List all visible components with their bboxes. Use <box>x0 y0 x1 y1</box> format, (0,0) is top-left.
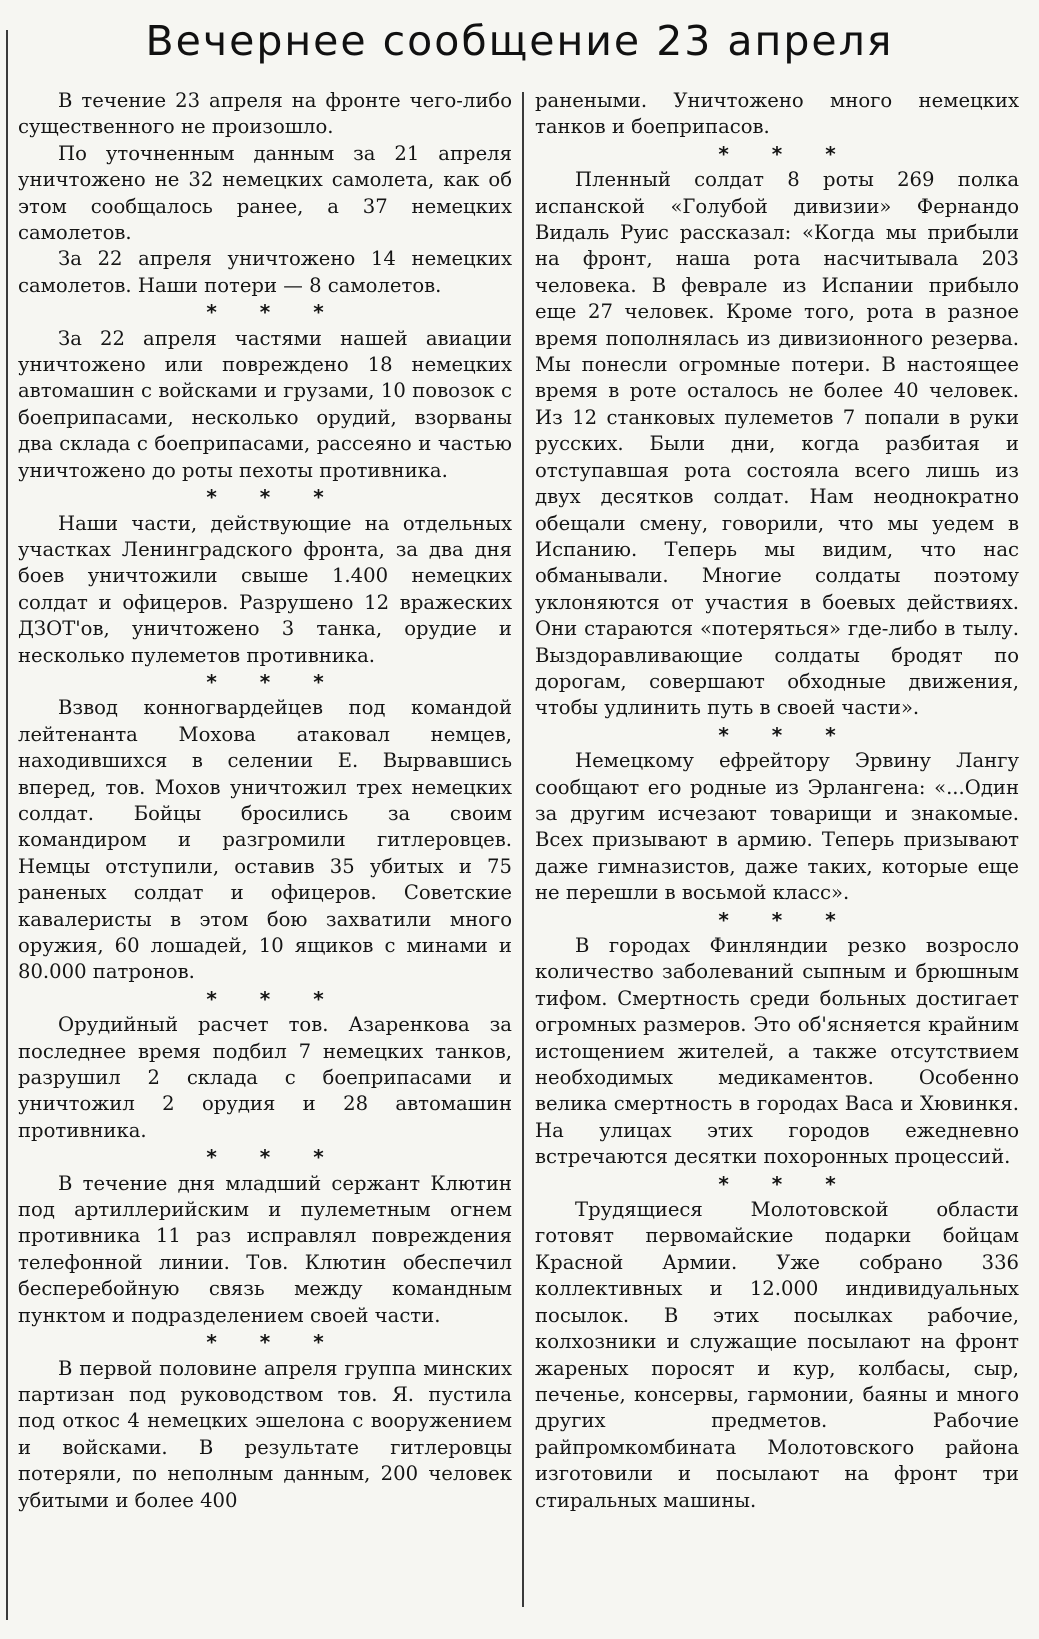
left-column <box>18 88 512 1514</box>
paragraph: Взвод конногвардейцев под командой лейтенанта Мохова атаковал немцев, находившихся в селении Е. Вырвавшись вперед, тов. Мохов уничтожил трех немецких солдат. Бойцы бросились за своим командиром и разгромили гитлеровцев. Немцы отступили, оставив 35 убитых и 75 раненых солдат и офицеров. Советские кавалеристы в этом бою захватили много оружия, 60 лошадей, 10 ящиков с минами и 80.000 патронов. <box>18 696 512 984</box>
section-separator: * * * <box>718 141 854 166</box>
section-separator: * * * <box>206 1330 342 1355</box>
paragraph: В первой половине апреля группа минских партизан под руководством тов. Я. пустила под откос 4 немецких эшелона с вооружением и войсками. В результате гитлеровцы потеряли, по неполным данным, 200 человек убитыми и более 400 <box>18 1356 512 1512</box>
section-separator: * * * <box>718 722 854 747</box>
paragraph: За 22 апреля уничтожено 14 немецких самолетов. Наши потери — 8 самолетов. <box>18 247 512 297</box>
paragraph: ранеными. Уничтожено много немецких танков и боеприпасов. <box>535 89 1019 139</box>
paragraph: Пленный солдат 8 роты 269 полка испанской «Голубой дивизии» Фернандо Видаль Руис рассказал: «Когда мы прибыли на фронт, наша рота насчитывала 203 человека. В феврале из Испании прибыло еще 27 человек. Кроме того, рота в разное время пополнялась из дивизионного резерва. Мы понесли огромные потери. В настоящее время в роте осталось не более 40 человек. Из 12 станковых пулеметов 7 попали в руки русских. Были дни, когда разбитая и отступавшая рота состояла всего лишь из двух десятков солдат. Нам неоднократно обещали смену, говорили, что мы уедем в Испанию. Теперь мы видим, что нас обманывали. Многие солдаты поэтому уклоняются от участия в боевых действиях. Они стараются «потеряться» где-либо в тылу. Выздоравливающие солдаты бродят по дорогам, совершают обходные движения, чтобы удлинить путь в своей части». <box>535 168 1019 720</box>
right-column <box>535 88 1019 1514</box>
paragraph: За 22 апреля частями нашей авиации уничтожено или повреждено 18 немецких автомашин с войсками и грузами, 10 повозок с боеприпасами, несколько орудий, взорваны два склада с боеприпасами, рассеяно и частью уничтожено до роты пехоты противника. <box>18 326 512 482</box>
paragraph: Наши части, действующие на отдельных участках Ленинградского фронта, за два дня боев уничтожили свыше 1.400 немецких солдат и офицеров. Разрушено 12 вражеских ДЗОТ'ов, уничтожено 3 танка, орудие и несколько пулеметов противника. <box>18 511 512 667</box>
section-separator: * * * <box>206 300 342 325</box>
paragraph: В течение 23 апреля на фронте чего-либо существенного не произошло. <box>18 89 512 139</box>
paragraph: В городах Финляндии резко возросло количество заболеваний сыпным и брюшным тифом. Смертность среди больных достигает огромных размеров. Это об'ясняется крайним истощением жителей, а также отсутствием необходимых медикаментов. Особенно велика смертность в городах Васа и Хювинкя. На улицах этих городов ежедневно встречаются десятки похоронных процессий. <box>535 934 1019 1169</box>
margin-rule <box>6 30 8 1620</box>
section-separator: * * * <box>206 1145 342 1170</box>
section-separator: * * * <box>206 485 342 510</box>
paragraph: Трудящиеся Молотовской области готовят первомайские подарки бойцам Красной Армии. Уже собрано 336 коллективных и 12.000 индивидуальных посылок. В этих посылках рабочие, колхозники и служащие посылают на фронт жареных поросят и кур, колбасы, сыр, печенье, консервы, гармонии, баяны и много других предметов. Рабочие райпромкомбината Молотовского района изготовили и посылают на фронт три стиральных машины. <box>535 1198 1019 1512</box>
paragraph: По уточненным данным за 21 апреля уничтожено не 32 немецких самолета, как об этом сообщалось ранее, а 37 немецких самолетов. <box>18 141 512 245</box>
section-separator: * * * <box>718 907 854 932</box>
paragraph: Орудийный расчет тов. Азаренкова за последнее время подбил 7 немецких танков, разрушил 2 склада с боеприпасами и уничтожил 2 орудия и 28 автомашин противника. <box>18 1013 512 1142</box>
section-separator: * * * <box>206 669 342 694</box>
column-divider <box>522 92 524 1607</box>
paragraph: В течение дня младший сержант Клютин под артиллерийским и пулеметным огнем противника 11 раз исправлял повреждения телефонной линии. Тов. Клютин обеспечил бесперебойную связь между командным пунктом и подразделением своей части. <box>18 1171 512 1327</box>
section-separator: * * * <box>206 986 342 1011</box>
paragraph: Немецкому ефрейтору Эрвину Лангу сообщают его родные из Эрлангена: «...Один за другим исчезают товарищи и знакомые. Всех призывают в армию. Теперь призывают даже гимназистов, даже таких, которые еще не перешли в восьмой класс». <box>535 749 1019 905</box>
article-title: Вечернее сообщение 23 апреля <box>145 17 894 65</box>
section-separator: * * * <box>718 1171 854 1196</box>
